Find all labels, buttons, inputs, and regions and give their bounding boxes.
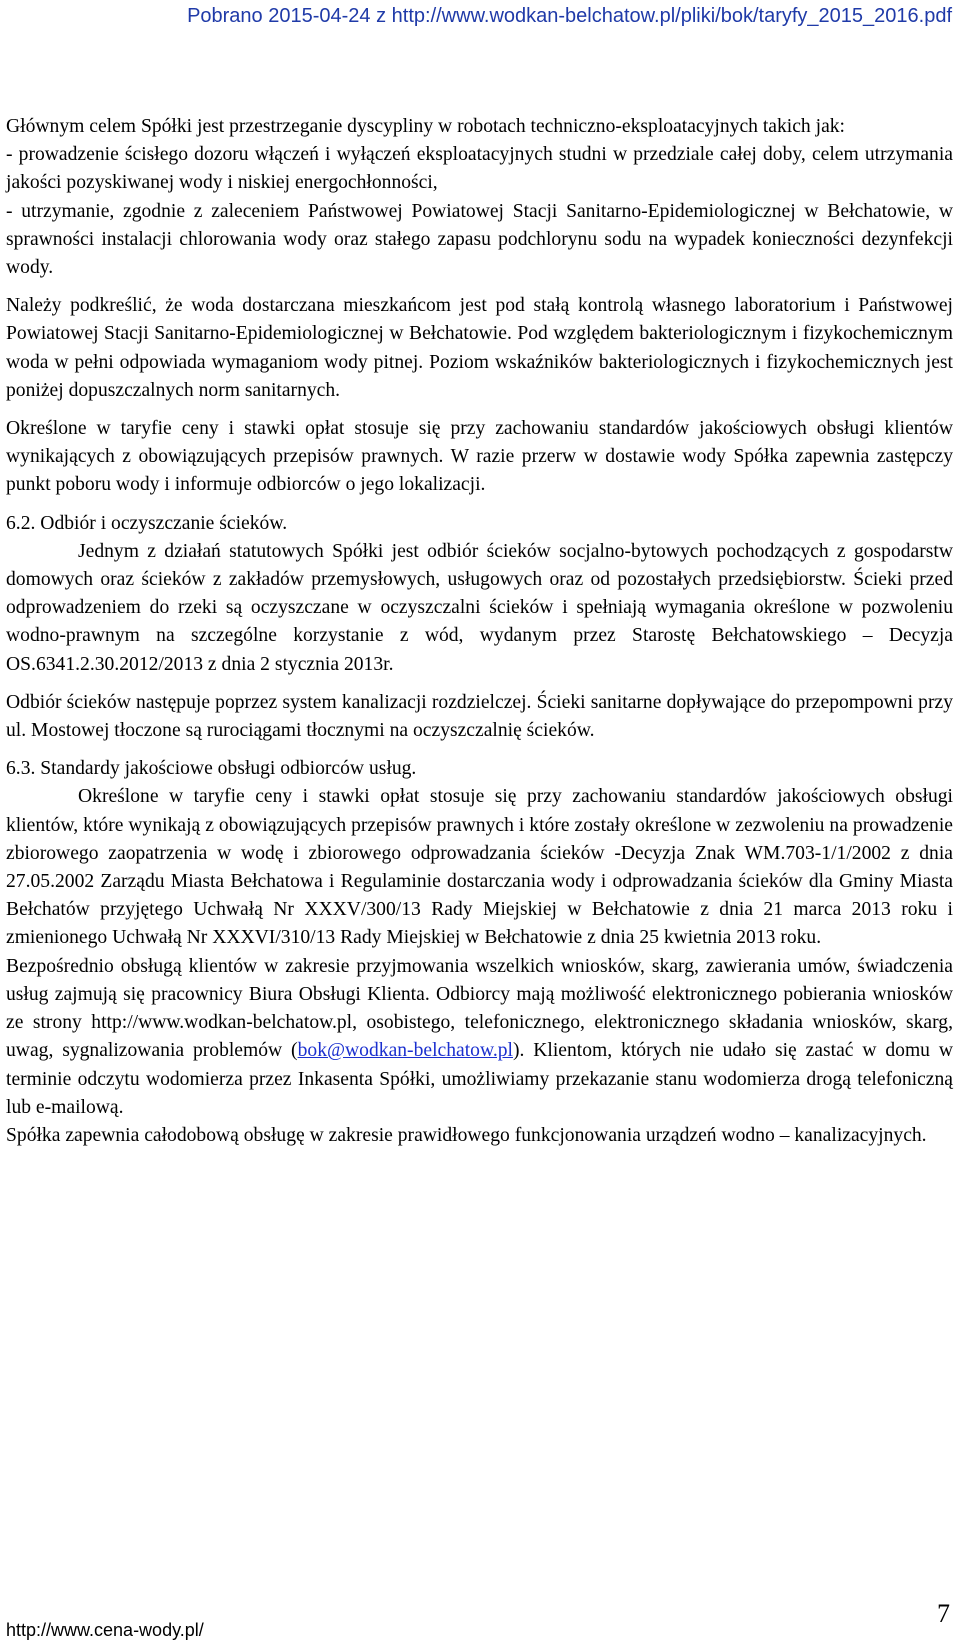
paragraph-chlorination: - utrzymanie, zgodnie z zaleceniem Państwowej Powiatowej Stacji Sanitarno-Epidemiologicznej w Bełchatowie, w sprawności instalacji chlorowania wody oraz stałego zapasu podchlorynu sodu na wypadek konieczności dezynfekcji wody.: [6, 200, 953, 279]
paragraph-customer-service: [6, 953, 953, 1122]
paragraph-quality-standards: Określone w taryfie ceny i stawki opłat stosuje się przy zachowaniu standardów jakościowych obsługi klientów, które wynikają z obowiązujących przepisów prawnych i które zostały określone w zezwoleniu na prowadzenie zbiorowego zaopatrzenia w wodę i zbiorowego odprowadzania ścieków -Decyzja Znak WM.703-1/1/2002 z dnia 27.05.2002 Zarządu Miasta Bełchatowa i Regulaminie dostarczania wody i odprowadzania ścieków dla Gminy Miasta Bełchatów przyjętego Uchwałą Nr XXXV/300/13 Rady Miejskiej w Bełchatowie z dnia 21 marca 2013 roku i zmienionego Uchwałą Nr XXXVI/310/13 Rady Miejskiej w Bełchatowie z dnia 25 kwietnia 2013 roku.: [6, 786, 953, 949]
customer-service-text-end: ). Klientom, których nie udało się zastać w domu w terminie odczytu wodomierza przez Inkasenta Spółki, umożliwiamy przekazanie stanu wodomierza drogą telefoniczną lub e-mailową.: [6, 1040, 953, 1118]
download-source-header: Pobrano 2015-04-24 z http://www.wodkan-belchatow.pl/pliki/bok/taryfy_2015_2016.pdf: [187, 5, 952, 27]
paragraph-wastewater-collection: Jednym z działań statutowych Spółki jest odbiór ścieków socjalno-bytowych pochodzących z gospodarstw domowych oraz ścieków z zakładów przemysłowych, usługowych oraz od pozostałych przedsiębiorstw. Ścieki przed odprowadzeniem do rzeki są oczyszczane w oczyszczalni ścieków i spełniają wymagania określone w pozwoleniu wodno-prawnym na szczególne korzystanie z wód, wydanym przez Starostę Bełchatowskiego – Decyzja OS.6341.2.30.2012/2013 z dnia 2 stycznia 2013r.: [6, 540, 953, 675]
section-heading-6-2: 6.2. Odbiór i oczyszczanie ścieków.: [6, 512, 288, 534]
section-heading-6-3: 6.3. Standardy jakościowe obsługi odbiorców usług.: [6, 758, 417, 780]
paragraph-well-supervision: - prowadzenie ścisłego dozoru włączeń i wyłączeń eksploatacyjnych studni w przedziale całej doby, celem utrzymania jakości pozyskiwanej wody i niskiej energochłonności,: [6, 144, 953, 194]
paragraph-service-standards: Określone w taryfie ceny i stawki opłat stosuje się przy zachowaniu standardów jakościowych obsługi klientów wynikających z obowiązujących przepisów prawnych. W razie przerw w dostawie wody Spółka zapewnia zastępczy punkt poboru wody i informuje odbiorców o jego lokalizacji.: [6, 418, 953, 496]
paragraph-24h-service: Spółka zapewnia całodobową obsługę w zakresie prawidłowego funkcjonowania urządzeń wodno – kanalizacyjnych.: [6, 1124, 927, 1146]
page-number: 7: [937, 1599, 950, 1628]
customer-service-text: Bezpośrednio obsługą klientów w zakresie przyjmowania wszelkich wniosków, skarg, zawierania umów, świadczenia usług zajmują się pracownicy Biura Obsługi Klienta. Odbiorcy mają możliwość elektronicznego pobierania wniosków ze strony http://www.wodkan-belchatow.pl, osobistego, telefonicznego, elektronicznego składania wniosków, skarg, uwag, sygnalizowania problemów (: [6, 955, 953, 1062]
paragraph-sewer-system: Odbiór ścieków następuje poprzez system kanalizacji rozdzielczej. Ścieki sanitarne dopływające do przepompowni przy ul. Mostowej tłoczone są rurociągami tłocznymi na oczyszczalnię ścieków.: [6, 691, 953, 742]
footer-url: http://www.cena-wody.pl/: [6, 1620, 204, 1640]
email-link[interactable]: bok@wodkan-belchatow.pl: [297, 1040, 513, 1062]
document-body: [6, 113, 953, 1150]
paragraph-main-goal: Głównym celem Spółki jest przestrzeganie dyscypliny w robotach techniczno-eksploatacyjnych takich jak:: [6, 116, 846, 137]
paragraph-water-quality-control: Należy podkreślić, że woda dostarczana mieszkańcom jest pod stałą kontrolą własnego laboratorium i Państwowej Powiatowej Stacji Sanitarno-Epidemiologicznej w Bełchatowie. Pod względem bakteriologicznym i fizykochemicznym woda w pełni odpowiada wymaganiom wody pitnej. Poziom wskaźników bakteriologicznych i fizykochemicznych jest poniżej dopuszczalnych norm sanitarnych.: [6, 295, 953, 401]
